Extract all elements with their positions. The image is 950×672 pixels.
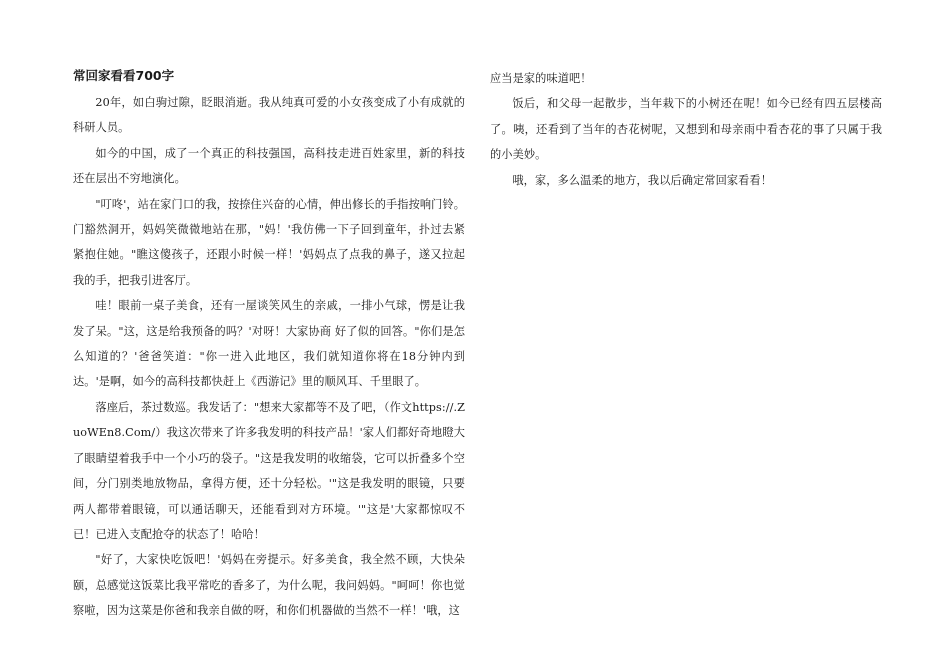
paragraph-2: 如今的中国，成了一个真正的科技强国，高科技走进百姓家里，新的科技还在层出不穷地演化。 <box>73 146 465 186</box>
document-title: 常回家看看700字 <box>73 68 175 83</box>
paragraph-1: 20年，如白驹过隙，眨眼消逝。我从纯真可爱的小女孩变成了小有成就的科研人员。 <box>73 96 465 135</box>
paragraph-3: "叮咚'，站在家门口的我，按捺住兴奋的心情，伸出修长的手指按响门铃。门豁然洞开，妈妈笑微微地站在那，"妈！'我仿佛一下子回到童年，扑过去紧紧抱住她。"瞧这傻孩子，还跟小时候一样！'妈妈点了点我的鼻子，遂又拉起我的手，把我引进客厅。 <box>73 197 466 287</box>
paragraph-6: "好了，大家快吃饭吧！'妈妈在旁提示。好多美食，我全然不顾，大快朵颐，总感觉这饭菜比我平常吃的香多了，为什么呢，我问妈妈。"呵呵！你也觉察啦，因为这菜是你爸和我亲自做的呀，和你们机器做的当然不一样！'哦，这 <box>73 553 465 618</box>
right-column <box>490 66 882 193</box>
paragraph-7: 饭后，和父母一起散步，当年栽下的小树还在呢！如今已经有四五层楼高了。咦，还看到了当年的杏花树呢，又想到和母亲雨中看杏花的事了只属于我的小美妙。 <box>490 97 882 162</box>
paragraph-6-continuation: 应当是家的味道吧！ <box>490 72 592 85</box>
paragraph-5: 落座后，茶过数巡。我发话了："想来大家都等不及了吧，（作文https://.ZuoWEn8.Com/）我这次带来了许多我发明的科技产品！'家人们都好奇地瞪大了眼睛望着我手中一个小巧的袋子。"这是我发明的收缩袋，它可以折叠多个空间，分门别类地放物品，拿得方便，还十分轻松。'"这是我发明的眼镜，只要两人都带着眼镜，可以通话聊天，还能看到对方环境。'"这是'大家都惊叹不已！已进入支配抢夺的状态了！哈哈！ <box>73 400 465 541</box>
paragraph-8: 哦，家，多么温柔的地方，我以后确定常回家看看！ <box>512 173 773 187</box>
left-column <box>73 66 465 624</box>
paragraph-4: 哇！眼前一桌子美食，还有一屋谈笑风生的亲戚，一排小气球，愣是让我发了呆。"这，这是给我预备的吗？'对呀！大家协商 好了似的回答。"你们是怎么知道的？'爸爸笑道："你一进入此地区，我们就知道你将在18分钟内到达。'是啊，如今的高科技都快赶上《西游记》里的顺风耳、千里眼了。 <box>73 299 465 389</box>
